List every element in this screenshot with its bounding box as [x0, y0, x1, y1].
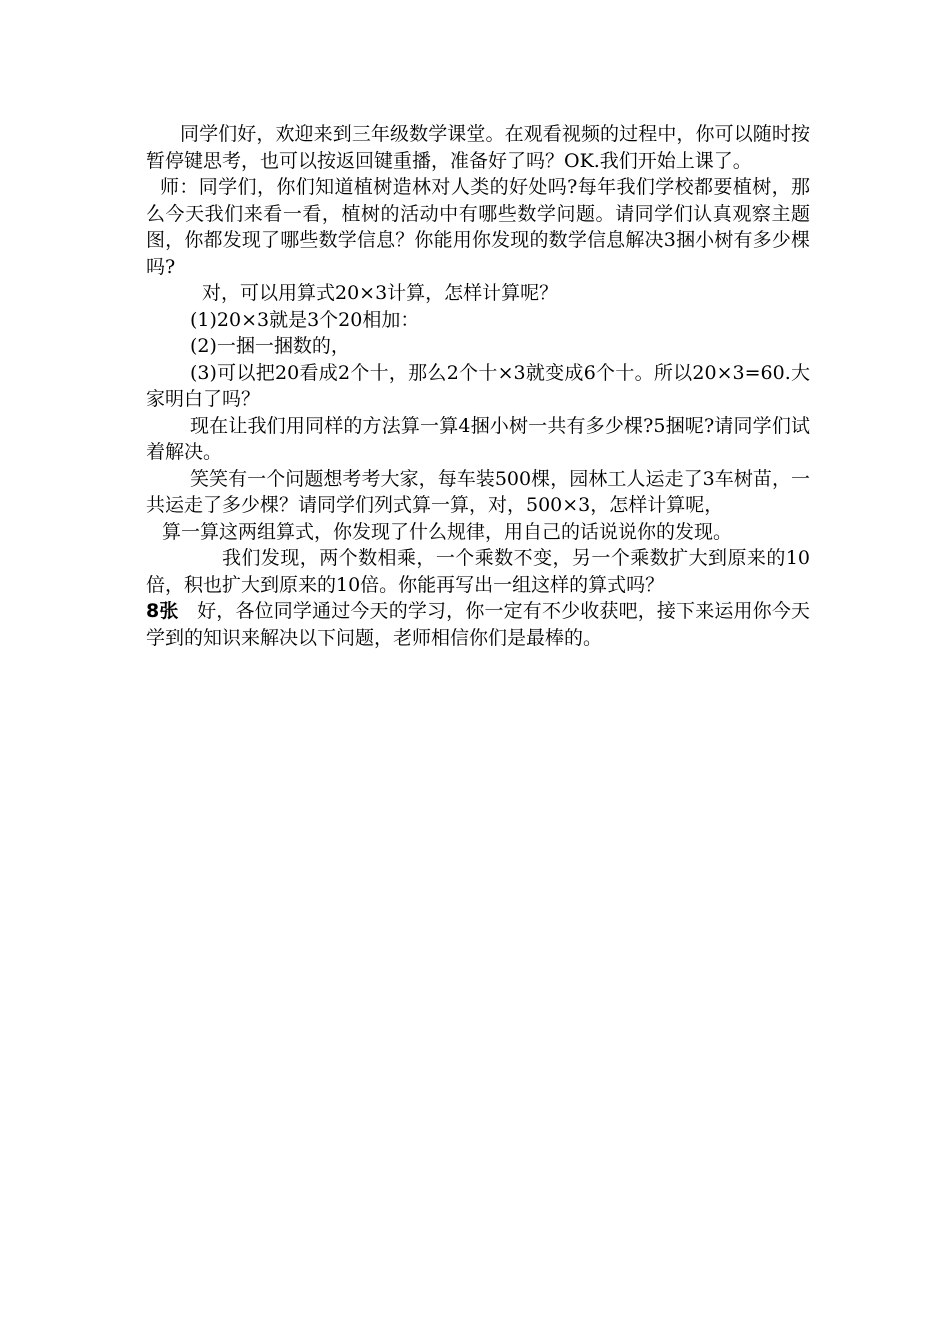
paragraph-closing [146, 598, 810, 651]
paragraph-step-3: (3)可以把20看成2个十，那么2个十×3就变成6个十。所以20×3=60.大家明白了吗？ [146, 361, 810, 410]
closing-text: 好，各位同学通过今天的学习，你一定有不少收获吧，接下来运用你今天学到的知识来解决以下问题，老师相信你们是最棒的。 [146, 600, 810, 649]
paragraph-discovery: 我们发现，两个数相乘，一个乘数不变，另一个乘数扩大到原来的10倍，积也扩大到原来的10倍。你能再写出一组这样的算式吗？ [146, 547, 810, 596]
paragraph-practice: 现在让我们用同样的方法算一算4捆小树一共有多少棵?5捆呢?请同学们试着解决。 [146, 414, 810, 463]
paragraph-teacher: 师：同学们，你们知道植树造林对人类的好处吗?每年我们学校都要植树，那么今天我们来看一看，植树的活动中有哪些数学问题。请同学们认真观察主题图，你都发现了哪些数学信息？你能用你发现的数学信息解决3捆小树有多少棵吗? [146, 176, 810, 278]
paragraph-question: 笑笑有一个问题想考考大家，每车装500棵，园林工人运走了3车树苗，一共运走了多少棵？请同学们列式算一算，对，500×3，怎样计算呢， [146, 467, 810, 516]
paragraph-formula: 对，可以用算式20×3计算，怎样计算呢？ [202, 282, 559, 304]
paragraph-step-1: (1)20×3就是3个20相加： [190, 308, 420, 331]
document-body [146, 121, 810, 651]
paragraph-intro: 同学们好，欢迎来到三年级数学课堂。在观看视频的过程中，你可以随时按暂停键思考，也可以按返回键重播，准备好了吗？OK.我们开始上课了。 [146, 123, 810, 172]
slide-marker: 8张 [146, 600, 179, 622]
paragraph-step-2: (2)一捆一捆数的， [190, 335, 350, 357]
paragraph-pattern: 算一算这两组算式，你发现了什么规律，用自己的话说说你的发现。 [162, 520, 733, 543]
